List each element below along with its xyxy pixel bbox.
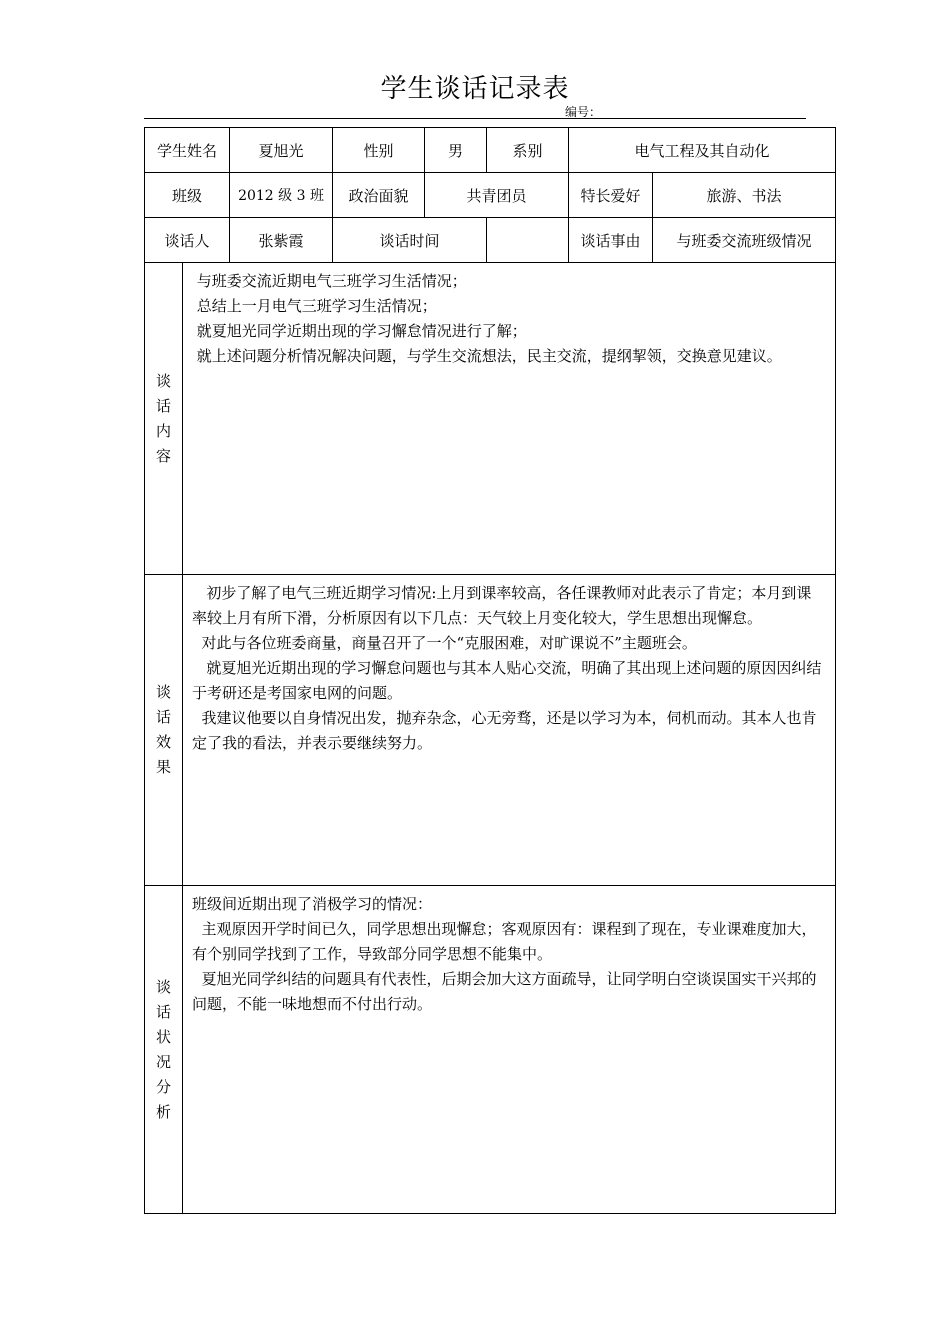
analysis-paragraph: 班级间近期出现了消极学习的情况：	[192, 895, 433, 913]
dept-label: 系别	[487, 128, 569, 173]
content-paragraph: 就上述问题分析情况解决问题，与学生交流想法，民主交流，提纲挈领，交换意见建议。	[192, 347, 782, 365]
talker-label: 谈话人	[145, 218, 230, 263]
gender-value: 男	[425, 128, 487, 173]
effect-row	[145, 575, 836, 886]
content-paragraph: 就夏旭光同学近期出现的学习懈怠情况进行了解；	[192, 322, 527, 340]
effect-paragraph: 就夏旭光近期出现的学习懈怠问题也与其本人贴心交流，明确了其出现上述问题的原因因纠结于考研还是考国家电网的问题。	[192, 659, 822, 702]
info-row-1	[145, 128, 836, 173]
page-title: 学生谈话记录表	[380, 74, 570, 104]
number-underline	[144, 102, 806, 119]
name-label: 学生姓名	[145, 128, 230, 173]
content-label: 谈 话 内 容	[145, 263, 183, 575]
effect-text	[183, 575, 836, 886]
class-value: 2012 级 3 班	[230, 173, 333, 218]
political-label: 政治面貌	[333, 173, 425, 218]
effect-label: 谈 话 效 果	[145, 575, 183, 886]
analysis-row	[145, 886, 836, 1214]
dept-value: 电气工程及其自动化	[569, 128, 836, 173]
effect-paragraph: 我建议他要以自身情况出发，抛弃杂念，心无旁骛，还是以学习为本，伺机而动。其本人也肯定了我的看法，并表示要继续努力。	[192, 709, 817, 752]
effect-paragraph: 对此与各位班委商量，商量召开了一个“克服困难，对旷课说不”主题班会。	[192, 634, 697, 652]
effect-paragraph: 初步了解了电气三班近期学习情况:上月到课率较高，各任课教师对此表示了肯定；本月到课率较上月有所下滑，分析原因有以下几点：天气较上月变化较大，学生思想出现懈怠。	[192, 584, 812, 627]
specialty-value: 旅游、书法	[653, 173, 836, 218]
time-label: 谈话时间	[333, 218, 487, 263]
number-label: 编号：	[565, 105, 602, 119]
content-paragraph: 与班委交流近期电气三班学习生活情况；	[192, 272, 467, 290]
content-text	[183, 263, 836, 575]
reason-value: 与班委交流班级情况	[653, 218, 836, 263]
gender-label: 性别	[333, 128, 425, 173]
time-value	[487, 218, 569, 263]
record-table	[144, 127, 836, 1214]
analysis-paragraph: 主观原因开学时间已久，同学思想出现懈怠；客观原因有：课程到了现在，专业课难度加大，有个别同学找到了工作，导致部分同学思想不能集中。	[192, 920, 817, 963]
analysis-text	[183, 886, 836, 1214]
talker-value: 张紫霞	[230, 218, 333, 263]
analysis-label: 谈 话 状 况 分 析	[145, 886, 183, 1214]
info-row-2	[145, 173, 836, 218]
content-row	[145, 263, 836, 575]
specialty-label: 特长爱好	[569, 173, 653, 218]
political-value: 共青团员	[425, 173, 569, 218]
info-row-3	[145, 218, 836, 263]
class-label: 班级	[145, 173, 230, 218]
reason-label: 谈话事由	[569, 218, 653, 263]
name-value: 夏旭光	[230, 128, 333, 173]
analysis-paragraph: 夏旭光同学纠结的问题具有代表性，后期会加大这方面疏导，让同学明白空谈误国实干兴邦的问题，不能一味地想而不付出行动。	[192, 970, 817, 1013]
content-paragraph: 总结上一月电气三班学习生活情况；	[192, 297, 437, 315]
